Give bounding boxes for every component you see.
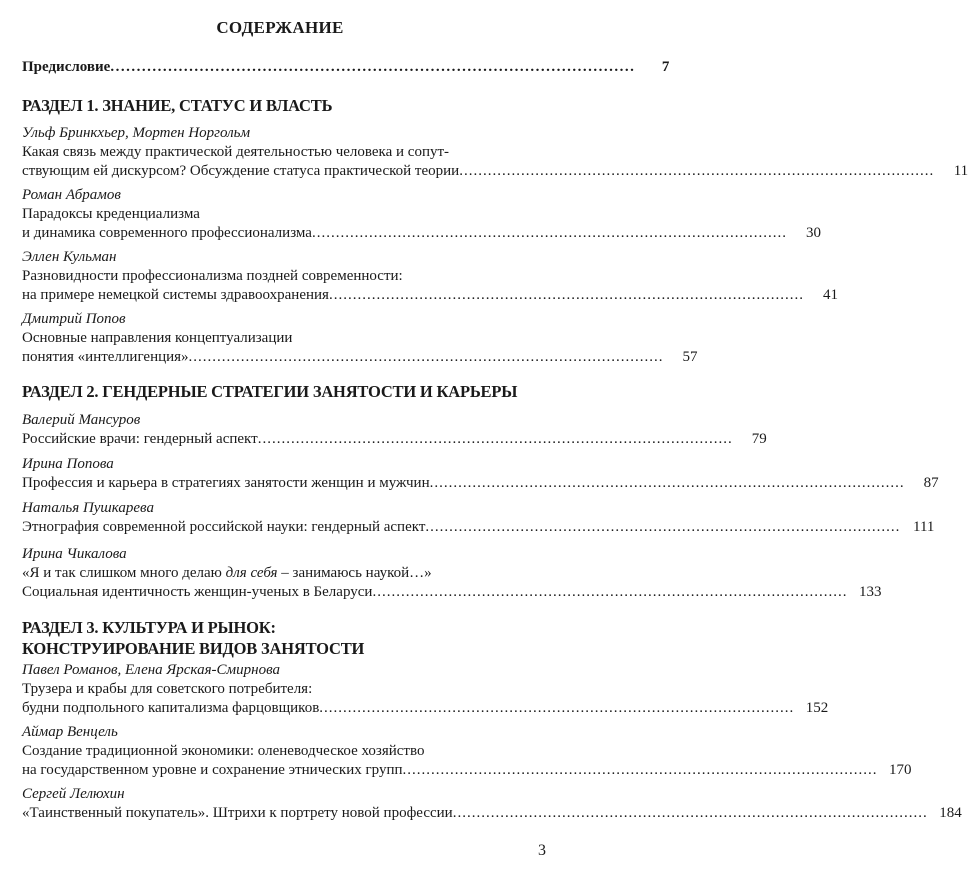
entry-author: Ирина Попова [22, 456, 114, 472]
entry-author: Павел Романов, Елена Ярская-Смирнова [22, 662, 280, 678]
leader-dots: .................................................................................................... [188, 349, 664, 365]
leader-dots: .................................................................................................... [425, 519, 901, 535]
entry-title-line: Профессия и карьера в стратегиях занятости женщин и мужчин [22, 475, 430, 491]
entry-title: Предисловие [22, 59, 111, 75]
page-ref: 87 [923, 475, 939, 491]
entry-title-line: Этнография современной российской науки: гендерный аспект [22, 519, 426, 535]
section-heading-line: КОНСТРУИРОВАНИЕ ВИДОВ ЗАНЯТОСТИ [22, 639, 365, 658]
entry-author: Роман Абрамов [22, 187, 121, 203]
entry-author: Аймар Венцель [22, 724, 118, 740]
toc-entry[interactable] [22, 661, 829, 718]
page-number: 3 [538, 842, 546, 859]
leader-dots: .................................................................................................... [110, 59, 636, 75]
entry-title-line: Какая связь между практической деятельностью человека и сопут- [22, 144, 450, 160]
leader-dots: .................................................................................................... [429, 475, 905, 491]
leader-dots: .................................................................................................... [402, 762, 878, 778]
section-heading-line: РАЗДЕЛ 3. КУЛЬТУРА И РЫНОК: [22, 618, 276, 637]
toc-entry[interactable] [22, 455, 939, 493]
leader-dots: .................................................................................................... [257, 431, 733, 447]
entry-title-line: «Таинственный покупатель». Штрихи к портрету новой профессии [22, 805, 453, 821]
leader-dots: .................................................................................................... [372, 584, 848, 600]
leader-dots: .................................................................................................... [319, 700, 795, 716]
page-ref: 152 [805, 700, 829, 716]
toc-entry[interactable] [22, 723, 912, 780]
entry-author: Эллен Кульман [22, 249, 117, 265]
entry-title-line: Российские врачи: гендерный аспект [22, 431, 258, 447]
toc-entry[interactable] [22, 124, 968, 181]
leader-dots: .................................................................................................... [452, 805, 928, 821]
toc-entry[interactable] [22, 310, 698, 367]
entry-author: Ирина Чикалова [22, 546, 127, 562]
page-ref: 41 [822, 287, 838, 303]
entry-title-line: Создание традиционной экономики: оленеводческое хозяйство [22, 743, 425, 759]
page-ref: 184 [939, 805, 962, 821]
page-ref: 170 [889, 762, 912, 778]
entry-title-line: ствующим ей дискурсом? Обсуждение статуса практической теории [22, 163, 460, 179]
entry-author: Сергей Лелюхин [22, 786, 125, 802]
entry-author: Ульф Бринкхьер, Мортен Норгольм [22, 125, 251, 141]
entry-title-line: понятия «интеллигенция» [22, 349, 189, 365]
toc-entry[interactable] [22, 411, 767, 449]
entry-title-line: Социальная идентичность женщин-ученых в Беларуси [22, 584, 373, 600]
toc-entry[interactable] [22, 785, 962, 823]
entry-author: Валерий Мансуров [22, 412, 141, 428]
section-heading-1: РАЗДЕЛ 1. ЗНАНИЕ, СТАТУС И ВЛАСТЬ [22, 96, 333, 115]
toc-entry[interactable] [22, 248, 838, 305]
entry-title-line: «Я и так слишком много делаю для себя – занимаюсь наукой…» [22, 565, 432, 581]
leader-dots: .................................................................................................... [328, 287, 804, 303]
entry-title-line: Трузера и крабы для советского потребителя: [22, 681, 313, 697]
entry-author: Дмитрий Попов [22, 311, 126, 327]
section-heading-3 [22, 617, 542, 659]
page-ref: 79 [751, 431, 767, 447]
entry-title-line: Разновидности профессионализма поздней современности: [22, 268, 403, 284]
toc-entry[interactable] [22, 499, 935, 537]
page-ref: 11 [953, 163, 968, 179]
page-ref: 111 [913, 519, 935, 535]
toc-entry-preface[interactable] [22, 58, 670, 77]
entry-title-line: будни подпольного капитализма фарцовщиков [22, 700, 320, 716]
leader-dots: .................................................................................................... [311, 225, 787, 241]
entry-author: Наталья Пушкарева [22, 500, 154, 516]
entry-title-line: Парадоксы креденциализма [22, 206, 200, 222]
leader-dots: .................................................................................................... [459, 163, 935, 179]
toc-entry[interactable] [22, 545, 882, 602]
section-heading-2: РАЗДЕЛ 2. ГЕНДЕРНЫЕ СТРАТЕГИИ ЗАНЯТОСТИ И КАРЬЕРЫ [22, 382, 518, 401]
entry-title-line: Основные направления концептуализации [22, 330, 293, 346]
page-ref: 133 [858, 584, 882, 600]
page-ref: 57 [682, 349, 698, 365]
entry-title-line: и динамика современного профессионализма [22, 225, 312, 241]
entry-title-line: на государственном уровне и сохранение этнических групп [22, 762, 403, 778]
toc-entry[interactable] [22, 186, 821, 243]
page-ref: 7 [661, 59, 670, 75]
page-ref: 30 [805, 225, 821, 241]
page-title: СОДЕРЖАНИЕ [216, 18, 344, 37]
entry-title-line: на примере немецкой системы здравоохранения [22, 287, 329, 303]
